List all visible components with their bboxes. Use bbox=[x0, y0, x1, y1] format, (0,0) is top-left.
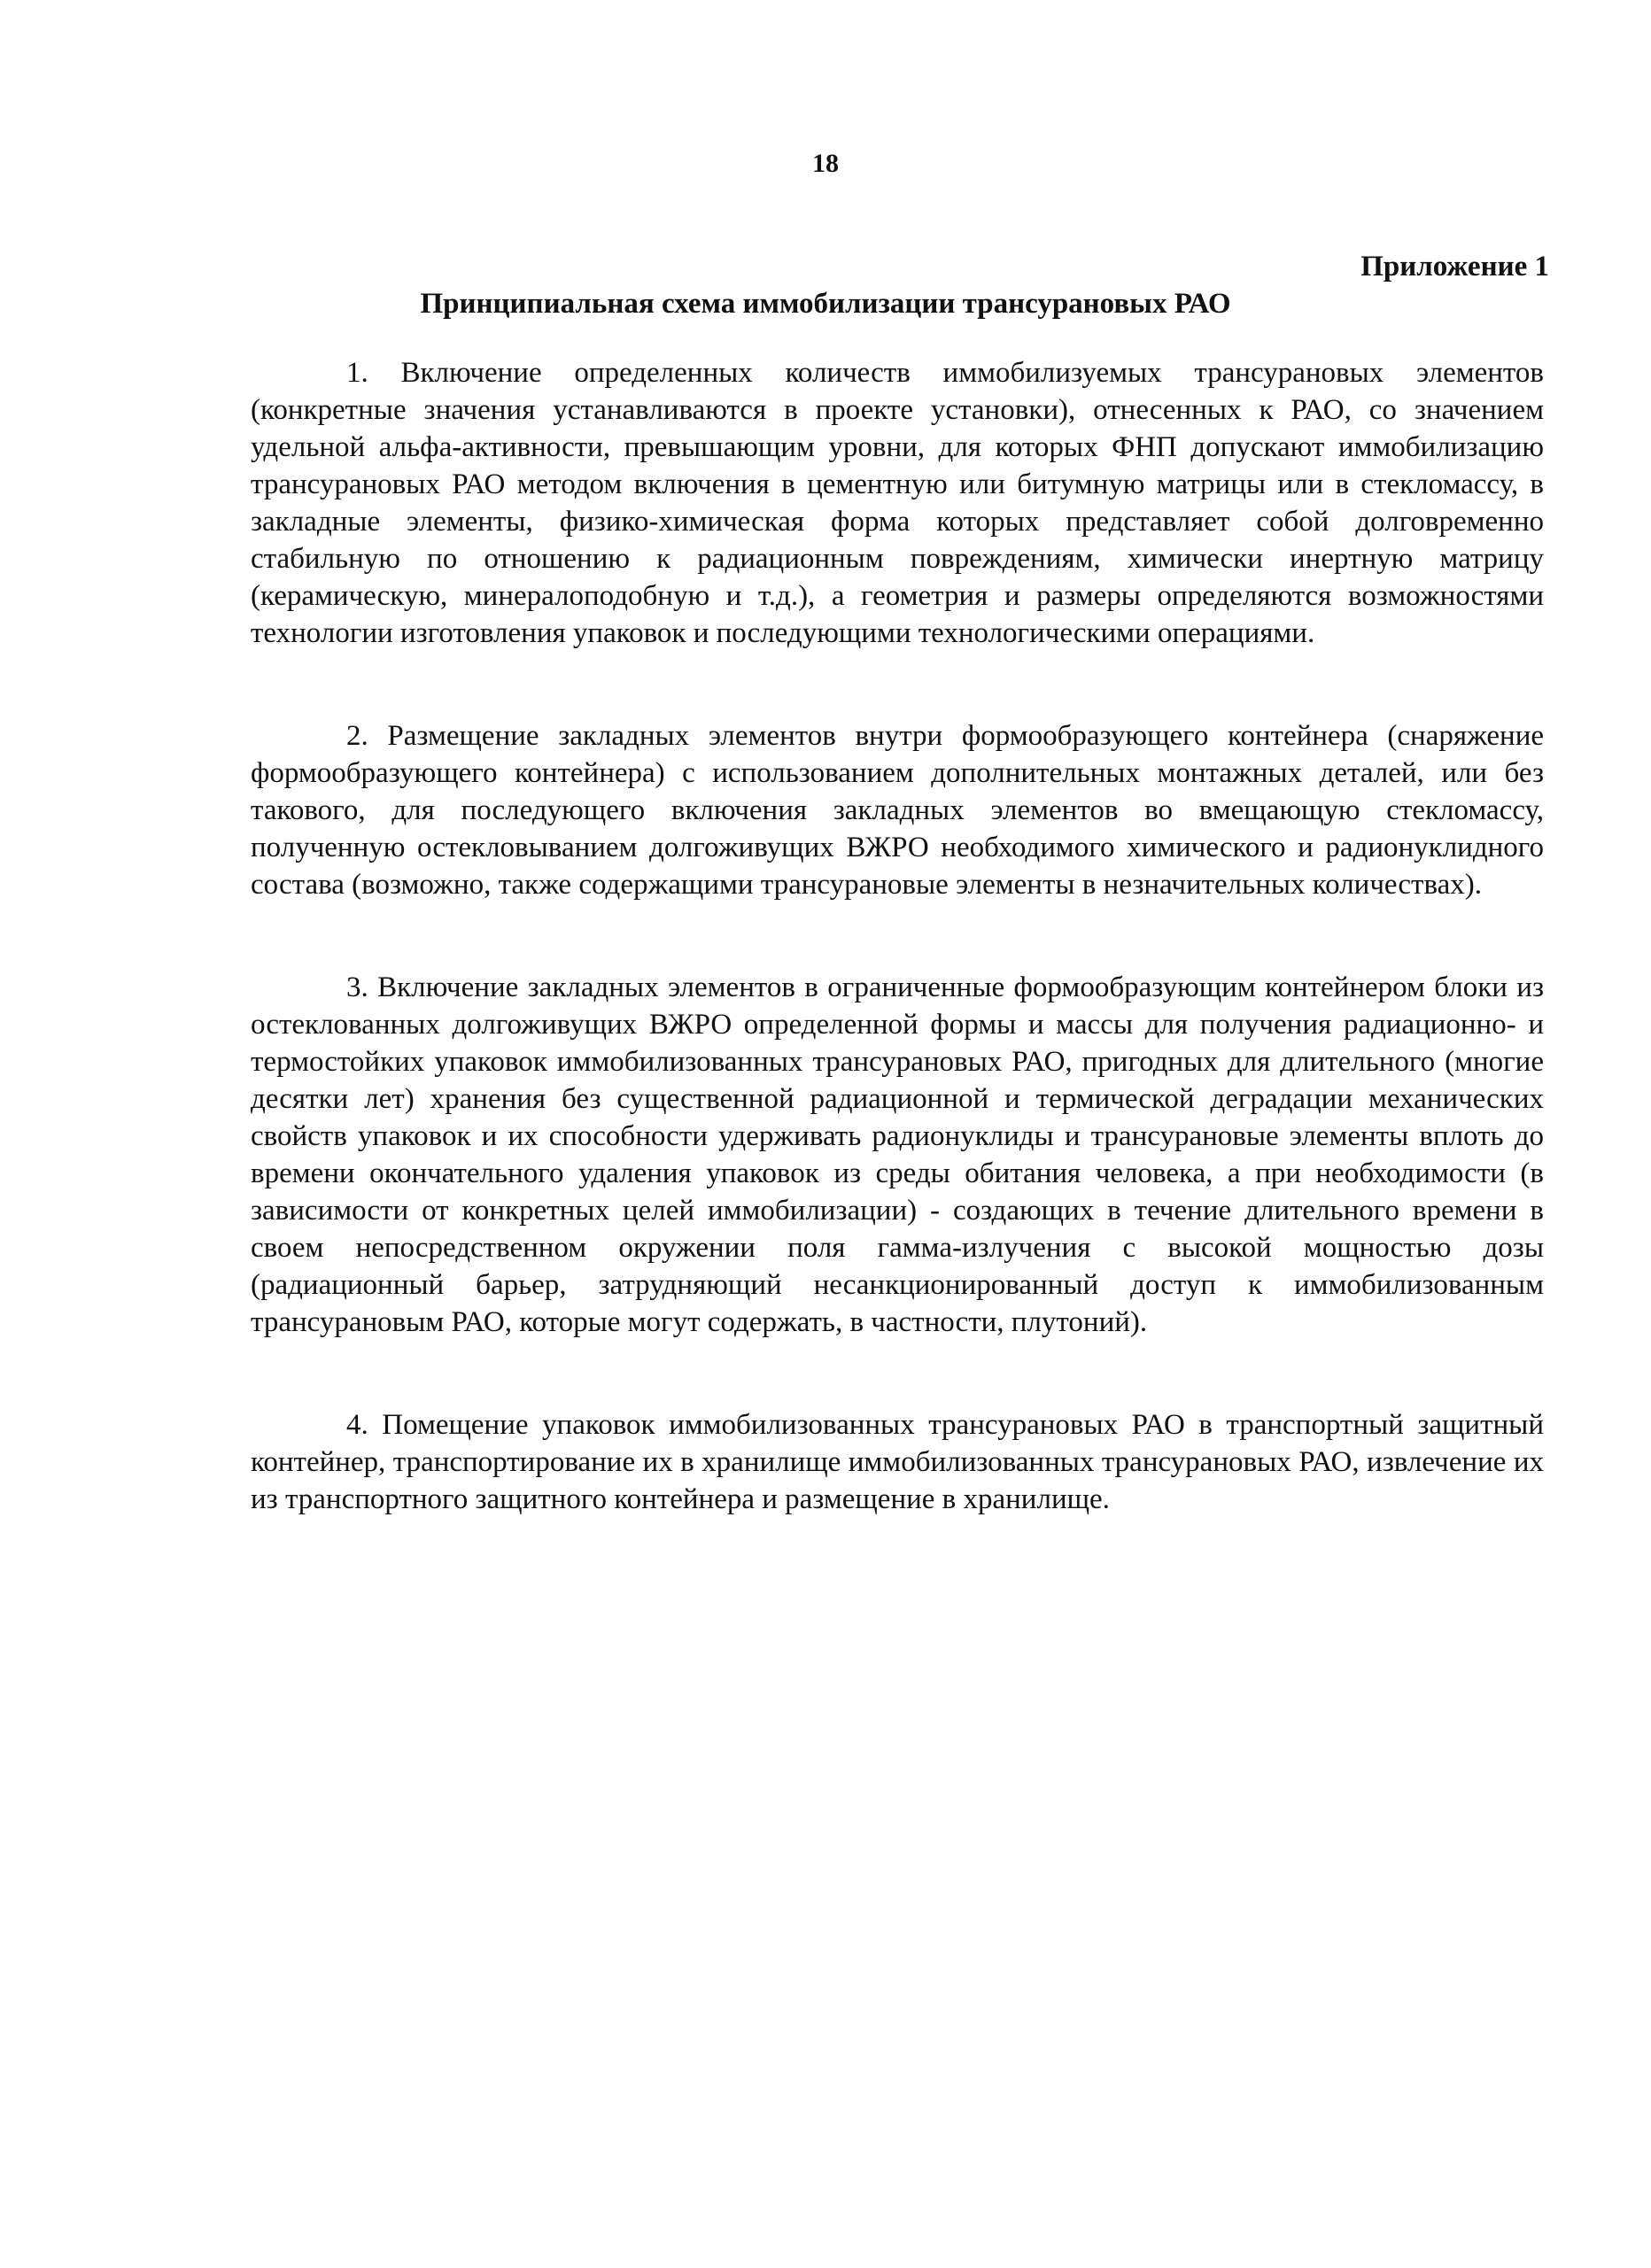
appendix-label: Приложение 1 bbox=[1360, 251, 1549, 283]
page-number: 18 bbox=[812, 149, 839, 178]
paragraph-1: 1. Включение определенных количеств иммобилизуемых трансурановых элементов (конкретные значения устанавливаются в проекте установки), отнесенных к РАО, со значением удельной альфа-активности, превышающим уровни, для которых ФНП допускают иммобилизацию трансурановых РАО методом включения в цементную или битумную матрицы или в стекломассу, в закладные элементы, физико-химическая форма которых представляет собой долговременно стабильную по отношению к радиационным повреждениям, химически инертную матрицу (керамическую, минералоподобную и т.д.), а геометрия и размеры определяются возможностями технологии изготовления упаковок и последующими технологическими операциями. bbox=[251, 357, 1544, 649]
document-title: Принципиальная схема иммобилизации трансурановых РАО bbox=[420, 288, 1231, 320]
document-body bbox=[251, 354, 1544, 1583]
paragraph-3: 3. Включение закладных элементов в ограниченные формообразующим контейнером блоки из остеклованных долгоживущих ВЖРО определенной формы и массы для получения радиационно- и термостойких упаковок иммобилизованных трансурановых РАО, пригодных для длительного (многие десятки лет) хранения без существенной радиационной и термической деградации механических свойств упаковок и их способности удерживать радионуклиды и трансурановые элементы вплоть до времени окончательного удаления упаковок из среды обитания человека, а при необходимости (в зависимости от конкретных целей иммобилизации) - создающих в течение длительного времени в своем непосредственном окружении поля гамма-излучения с высокой мощностью дозы (радиационный барьер, затрудняющий несанкционированный доступ к иммобилизованным трансурановым РАО, которые могут содержать, в частности, плутоний). bbox=[251, 971, 1544, 1338]
paragraph-4: 4. Помещение упаковок иммобилизованных трансурановых РАО в транспортный защитный контейнер, транспортирование их в хранилище иммобилизованных трансурановых РАО, извлечение их из транспортного защитного контейнера и размещение в хранилище. bbox=[251, 1409, 1544, 1515]
paragraph-2: 2. Размещение закладных элементов внутри формообразующего контейнера (снаряжение формообразующего контейнера) с использованием дополнительных монтажных деталей, или без такового, для последующего включения закладных элементов во вмещающую стекломассу, полученную остекловыванием долгоживущих ВЖРО необходимого химического и радионуклидного состава (возможно, также содержащими трансурановые элементы в незначительных количествах). bbox=[251, 720, 1544, 901]
